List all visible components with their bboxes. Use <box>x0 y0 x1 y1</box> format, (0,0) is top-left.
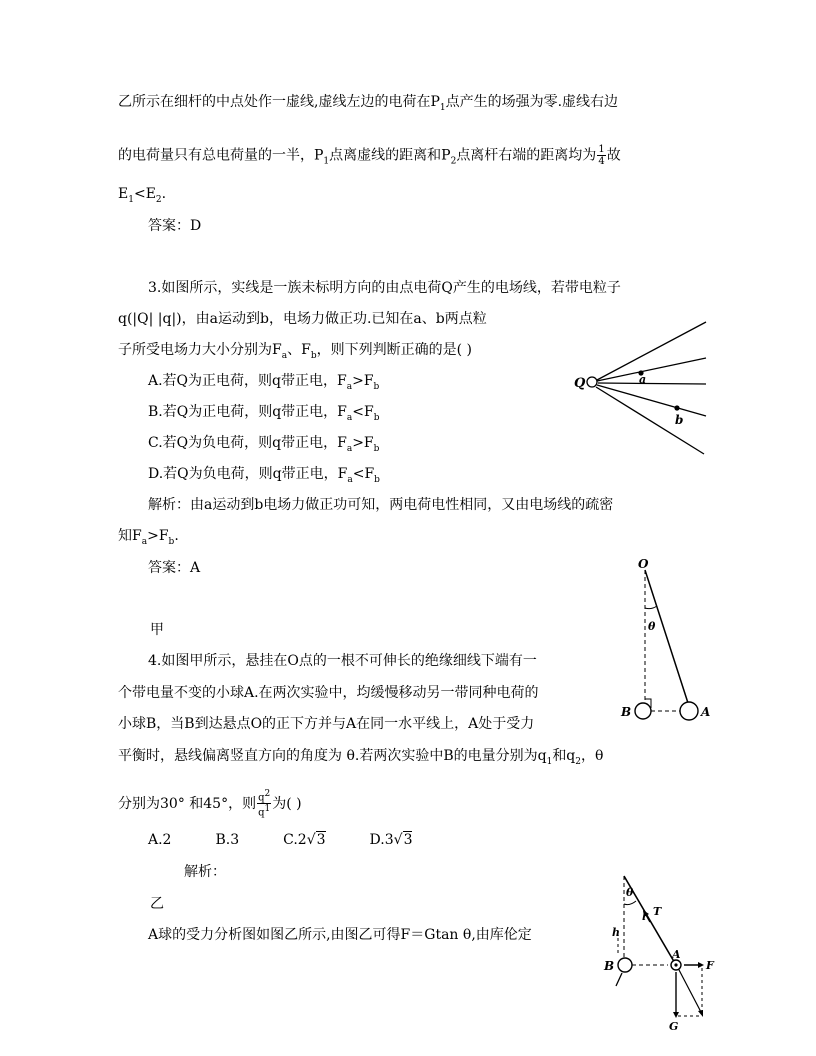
q4-line4: 平衡时，悬线偏离竖直方向的角度为 θ.若两次实验中B的电量分别为$q_1$和$q_2$，θ <box>118 748 604 767</box>
field-line-3 <box>598 383 706 384</box>
resultant-diagonal <box>678 968 702 1014</box>
p1-line2: 的电荷量只有总电荷量的一半，$P_1$点离虚线的距离和$P_2$点离杆右端的距离均为 $\frac{1}{4}$ 故 <box>118 144 621 167</box>
label-a: a <box>639 373 647 386</box>
q4-option-a: A.2 <box>148 832 172 848</box>
label-h: h <box>612 926 620 939</box>
q4-analysis: 解析： <box>184 864 226 880</box>
q4-line3: 小球B，当B到达悬点O的正下方并与A在同一水平线上，A处于受力 <box>118 716 535 732</box>
q3-answer: 答案：A <box>148 560 201 576</box>
p1-line1: 乙所示在细杆的中点处作一虚线,虚线左边的电荷在$P_1$点产生的场强为零.虚线右边 <box>118 94 619 113</box>
q3-option-c: C.若Q为负电荷，则q带正电，$F_a>F_b$ <box>148 435 380 454</box>
q4-last-line: A球的受力分析图如图乙所示,由图乙可得F＝Gtan θ,由库伦定 <box>148 927 532 943</box>
q4-line1: 4.如图甲所示，悬挂在O点的一根不可伸长的绝缘细线下端有一 <box>148 653 537 669</box>
force-f-arrowhead <box>698 962 704 968</box>
q4-figure-jia <box>618 556 718 728</box>
q3-field-lines-figure <box>570 312 710 460</box>
label-b: B <box>604 959 615 973</box>
angle-arc <box>624 901 636 905</box>
p1-answer: 答案：D <box>148 218 202 234</box>
q4-line5: 分别为30° 和45°，则 $\frac{q^2}{q^1}$ 为( ) <box>118 789 302 819</box>
ball-a-center <box>674 963 677 966</box>
label-t: T <box>653 905 662 918</box>
label-a: A <box>701 705 711 719</box>
field-line-2 <box>597 358 706 381</box>
label-theta: θ <box>648 620 656 633</box>
label-a: A <box>672 948 681 961</box>
label-o: O <box>638 557 649 571</box>
label-b: b <box>675 413 684 427</box>
q4-option-c: C.2√3 <box>283 832 326 848</box>
label-b: B <box>621 705 632 719</box>
ball-b <box>618 958 632 972</box>
b-rod <box>616 973 622 986</box>
q4-option-d: D.3√3 <box>369 832 413 848</box>
angle-arc <box>645 606 657 609</box>
label-l: l <box>642 910 647 923</box>
label-theta: θ <box>626 886 634 899</box>
fraction-q2-over-q1: $\frac{q^2}{q^1}$ <box>258 789 271 819</box>
ball-a <box>680 702 698 720</box>
field-line-4 <box>597 385 706 416</box>
q3-option-b: B.若Q为正电荷，则q带正电，$F_a<F_b$ <box>148 404 380 423</box>
label-f: F <box>706 959 714 972</box>
q4-fig-label-jia: 甲 <box>150 622 164 638</box>
q4-figure-yi <box>598 872 724 1042</box>
label-q: Q <box>574 376 586 391</box>
fraction-one-quarter: $\frac{1}{4}$ <box>598 144 605 167</box>
suspension-thread <box>645 570 688 703</box>
field-line-1 <box>597 322 706 380</box>
q3-line3: 子所受电场力大小分别为$F_a$、$F_b$，则下列判断正确的是( ) <box>118 342 472 361</box>
gravity-arrowhead <box>673 1012 679 1018</box>
p1-line3: $E_1<E_2$. <box>118 186 167 205</box>
q4-line2: 个带电量不变的小球A.在两次实验中，均缓慢移动另一带同种电荷的 <box>118 685 539 701</box>
point-b-dot <box>674 405 679 410</box>
field-line-5 <box>596 387 704 454</box>
q4-options <box>148 830 412 850</box>
q3-line1: 3.如图所示，实线是一族未标明方向的由点电荷Q产生的电场线，若带电粒子 <box>148 280 621 296</box>
label-g: G <box>669 1020 679 1033</box>
q3-option-a: A.若Q为正电荷，则q带正电，$F_a>F_b$ <box>148 373 380 392</box>
charge-q-circle <box>587 377 597 387</box>
q4-option-b: B.3 <box>215 832 240 848</box>
q4-fig-label-yi: 乙 <box>150 896 164 912</box>
ball-b <box>635 703 651 719</box>
q3-analysis-line2: 知$F_a>F_b$. <box>118 528 179 547</box>
q3-option-d: D.若Q为负电荷，则q带正电，$F_a<F_b$ <box>148 466 380 485</box>
q3-line2: q(|Q| |q|)，由a运动到b，电场力做正功.已知在a、b两点粒 <box>118 311 487 327</box>
q3-analysis-line1: 解析：由a运动到b电场力做正功可知，两电荷电性相同，又由电场线的疏密 <box>148 497 614 513</box>
